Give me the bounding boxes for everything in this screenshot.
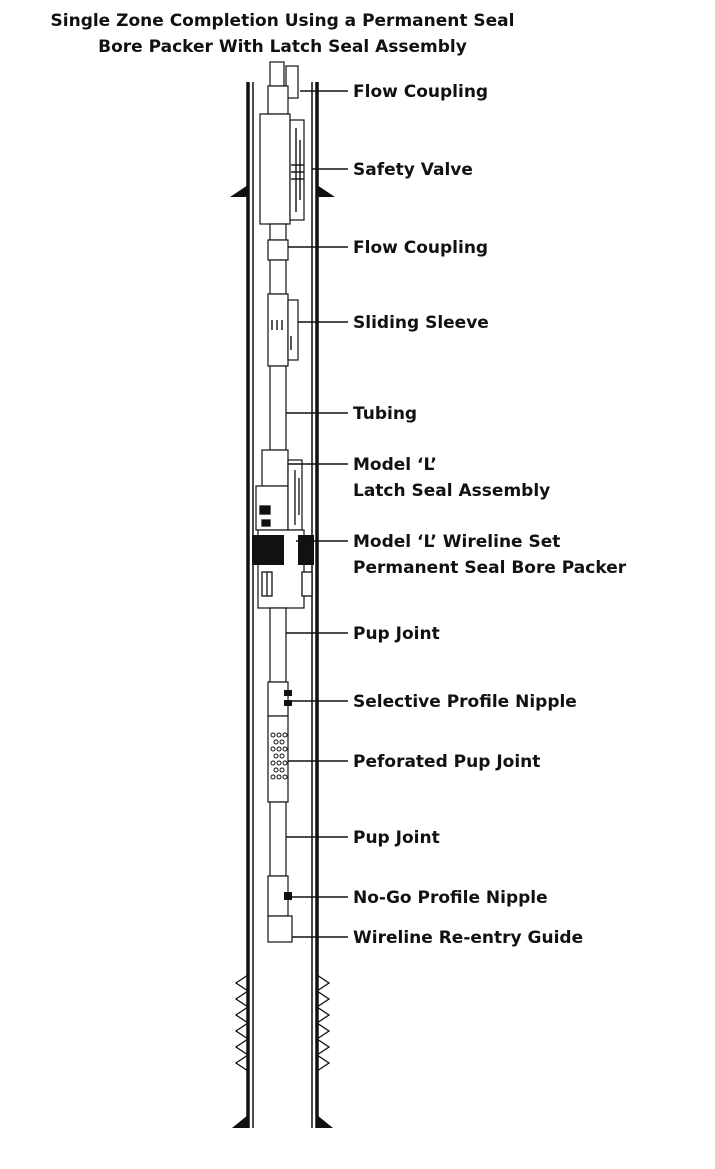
casing-perforations <box>236 975 329 1071</box>
label-pup-joint-upper: Pup Joint <box>353 624 440 644</box>
label-packer-line-2: Permanent Seal Bore Packer <box>353 558 627 578</box>
casing-shoe-lower <box>232 1115 333 1128</box>
no-go-nipple-profile <box>284 892 292 900</box>
label-wireline-reentry-guide: Wireline Re-entry Guide <box>353 928 584 948</box>
label-sliding-sleeve: Sliding Sleeve <box>353 313 489 333</box>
label-selective-profile-nipple: Selective Profile Nipple <box>353 692 577 712</box>
label-packer-line-1: Model ‘L’ Wireline Set <box>353 532 561 552</box>
label-no-go-profile-nipple: No-Go Profile Nipple <box>353 888 548 908</box>
packer-element <box>252 535 314 565</box>
label-latch-seal-line-2: Latch Seal Assembly <box>353 481 551 501</box>
label-pup-joint-lower: Pup Joint <box>353 828 440 848</box>
label-flow-coupling-lower: Flow Coupling <box>353 238 489 258</box>
title-line-1: Single Zone Completion Using a Permanent Seal <box>50 11 515 31</box>
label-perforated-pup-joint: Peforated Pup Joint <box>353 752 541 772</box>
label-safety-valve: Safety Valve <box>353 160 473 180</box>
tubing-string <box>256 62 304 942</box>
label-latch-seal-line-1: Model ‘L’ <box>353 455 437 475</box>
title-line-2: Bore Packer With Latch Seal Assembly <box>98 37 467 57</box>
label-tubing: Tubing <box>353 404 418 424</box>
label-flow-coupling-upper: Flow Coupling <box>353 82 489 102</box>
component-labels <box>353 82 627 948</box>
